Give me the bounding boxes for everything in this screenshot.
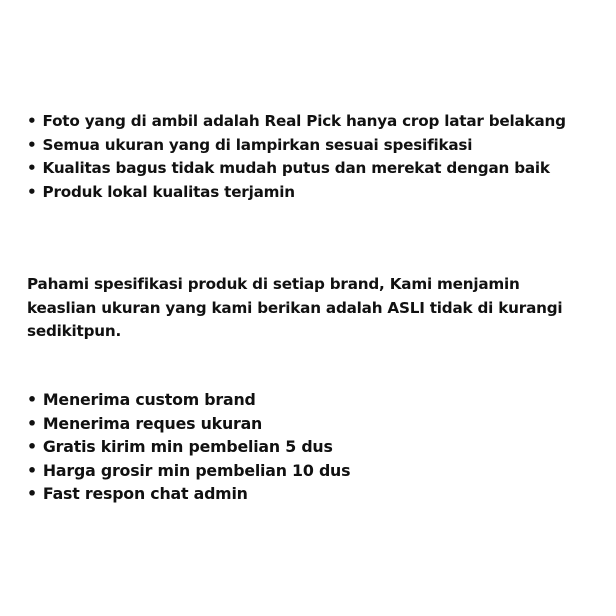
services-list-item: • Gratis kirim min pembelian 5 dus <box>27 435 350 459</box>
features-section <box>27 110 566 204</box>
services-list-item: • Menerima reques ukuran <box>27 412 350 436</box>
services-list-item: • Harga grosir min pembelian 10 dus <box>27 459 350 483</box>
services-section <box>27 388 350 506</box>
features-list-item: • Produk lokal kualitas terjamin <box>27 181 566 205</box>
services-list-item: • Fast respon chat admin <box>27 482 350 506</box>
guarantee-paragraph: Pahami spesifikasi produk di setiap brand, Kami menjamin keaslian ukuran yang kami berikan adalah ASLI tidak di kurangi sedikitpun. <box>27 275 563 340</box>
services-list <box>27 388 350 506</box>
features-list-item: • Foto yang di ambil adalah Real Pick hanya crop latar belakang <box>27 110 566 134</box>
features-list <box>27 110 566 204</box>
features-list-item: • Kualitas bagus tidak mudah putus dan merekat dengan baik <box>27 157 566 181</box>
features-list-item: • Semua ukuran yang di lampirkan sesuai spesifikasi <box>27 134 566 158</box>
services-list-item: • Menerima custom brand <box>27 388 350 412</box>
